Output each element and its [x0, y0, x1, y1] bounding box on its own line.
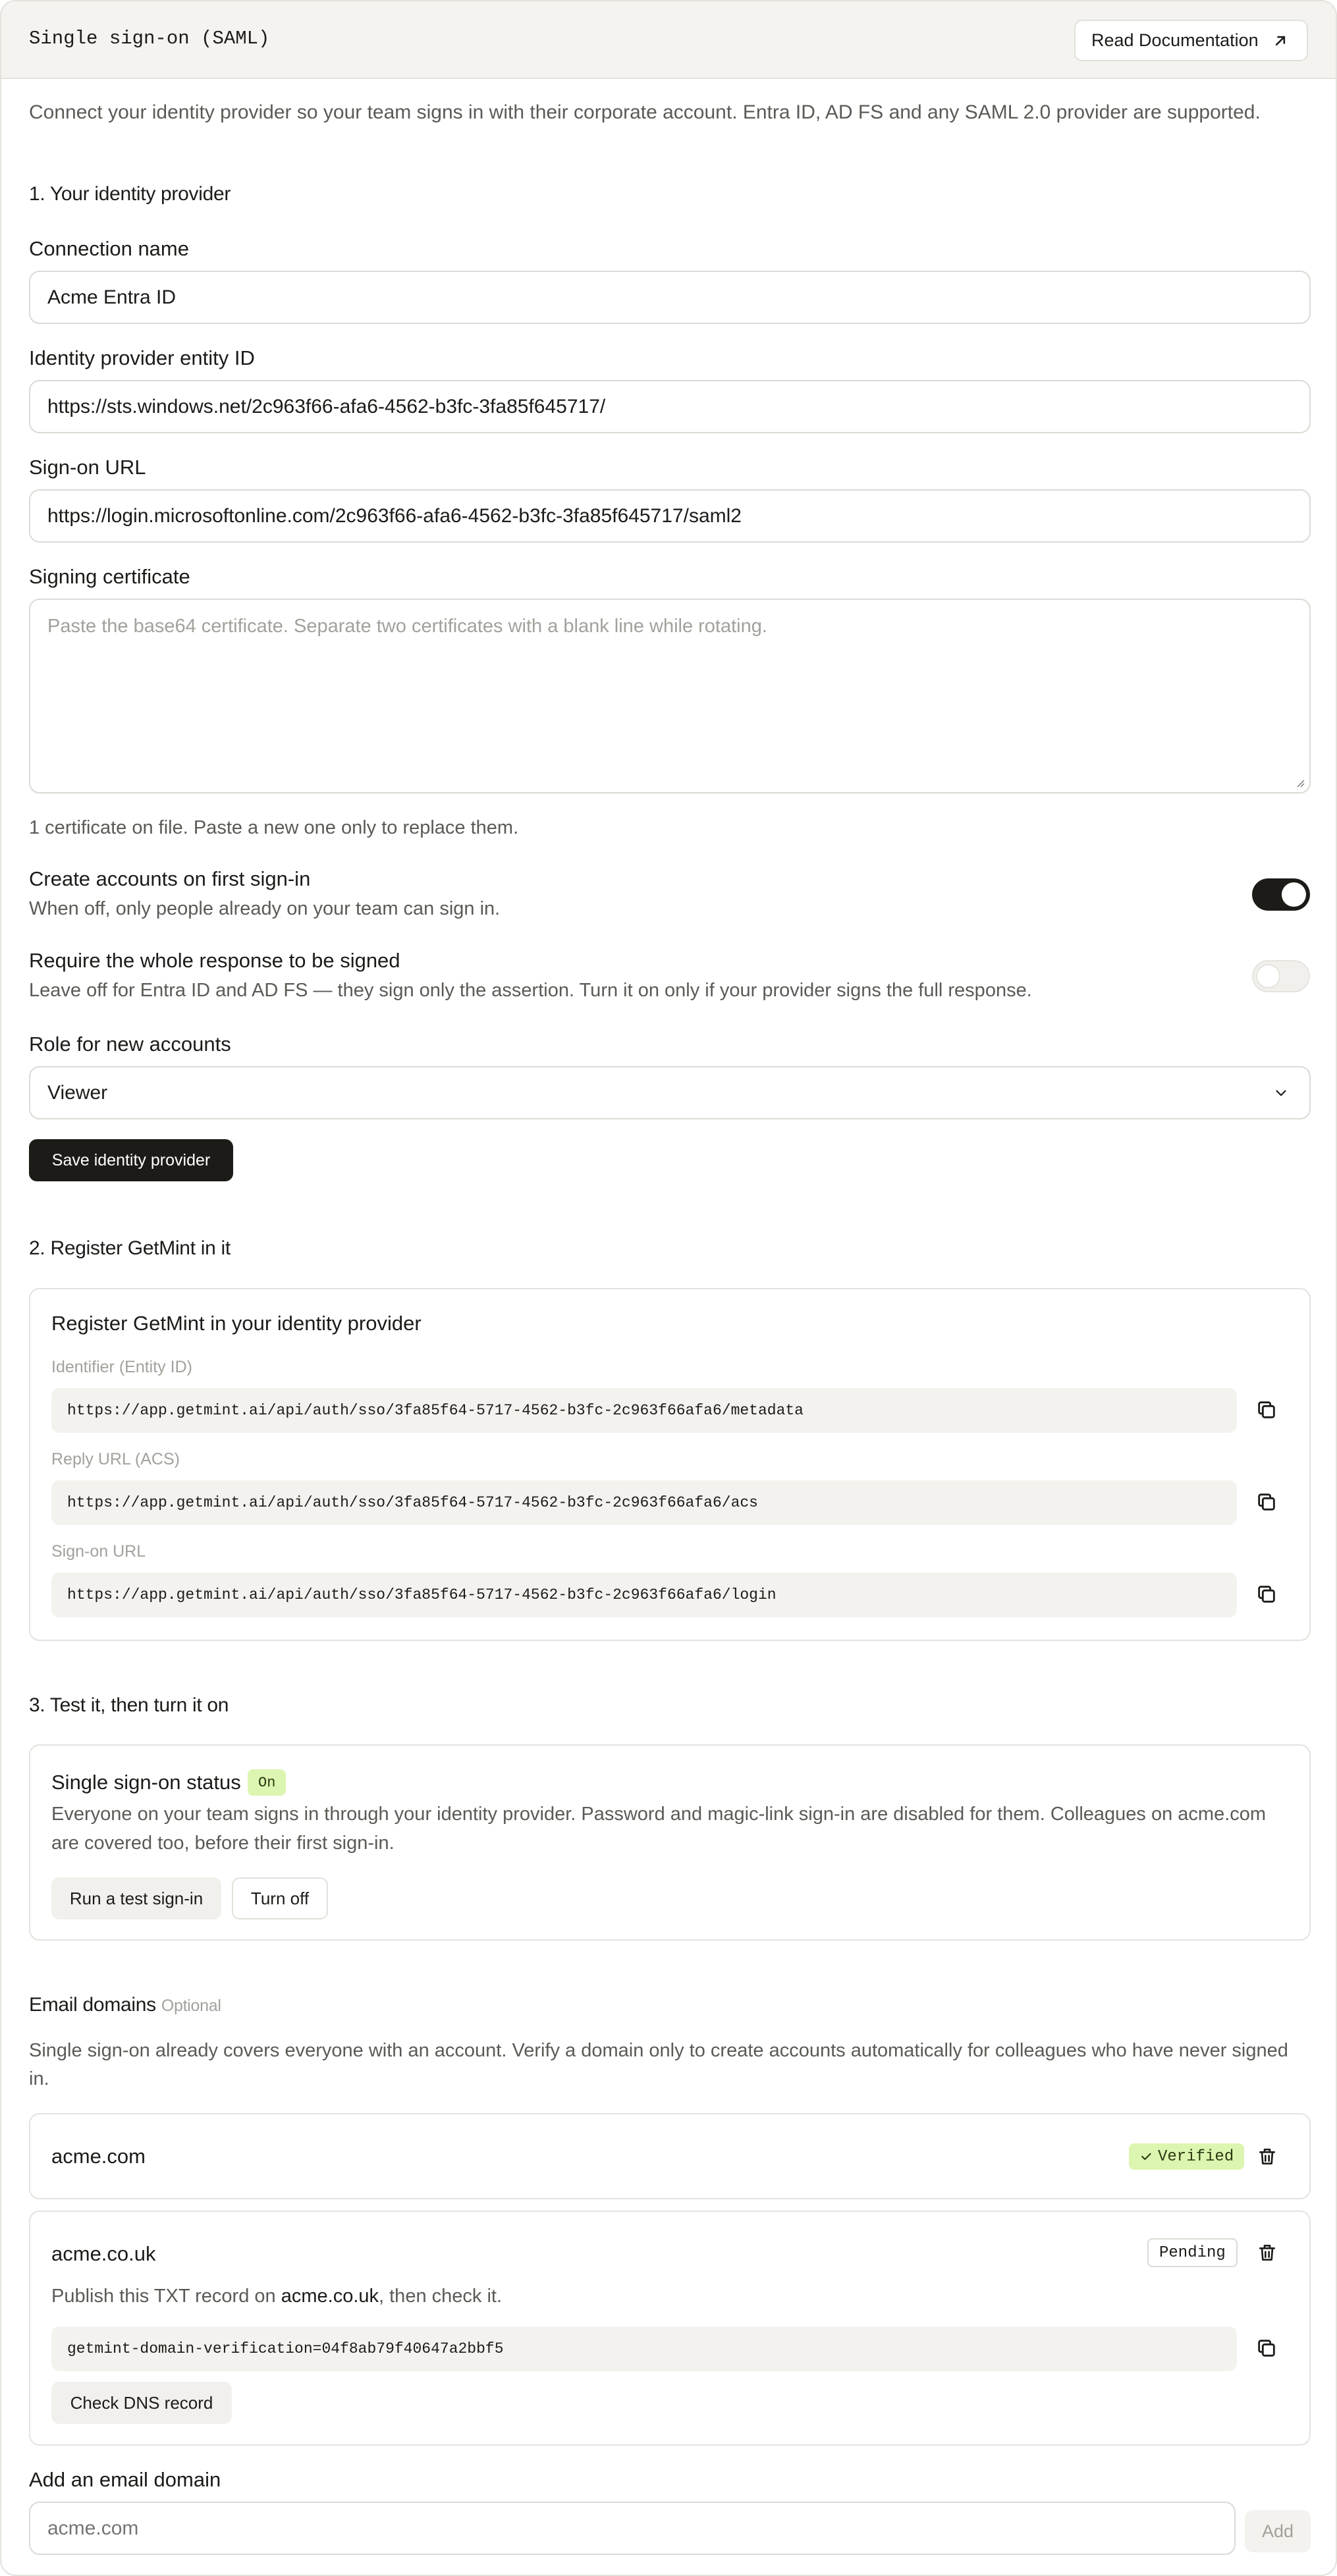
require-signed-description: Leave off for Entra ID and AD FS — they sign only the assertion. Turn it on only if your provider signs the full response. [29, 980, 1032, 1001]
section-1-heading: 1. Your identity provider [29, 183, 231, 205]
copy-icon[interactable] [1255, 1399, 1278, 1421]
section-2-heading: 2. Register GetMint in it [29, 1237, 231, 1259]
require-signed-toggle[interactable] [1252, 960, 1310, 992]
reply-url-label: Reply URL (ACS) [51, 1450, 180, 1468]
verified-badge [1129, 2143, 1244, 2170]
domains-description-line-2: in. [29, 2068, 49, 2089]
email-domains-title: Email domains [29, 1994, 156, 2016]
trash-icon[interactable] [1257, 2242, 1278, 2263]
signing-certificate-textarea[interactable] [29, 599, 1311, 793]
txt-instruction-prefix: Publish this TXT record on [51, 2286, 281, 2307]
connection-name-label: Connection name [29, 237, 189, 260]
pending-badge: Pending [1147, 2238, 1238, 2267]
txt-instruction [51, 2286, 502, 2307]
check-dns-record-button[interactable]: Check DNS record [51, 2382, 232, 2424]
sp-sign-on-url-value: https://app.getmint.ai/api/auth/sso/3fa85f64-5717-4562-b3fc-2c963f66afa6/login [51, 1572, 1237, 1617]
read-documentation-button[interactable] [1074, 20, 1308, 61]
entity-id-input[interactable]: https://sts.windows.net/2c963f66-afa6-4562-b3fc-3fa85f645717/ [29, 380, 1311, 433]
role-selected-value: Viewer [47, 1081, 108, 1104]
chevron-down-icon [1272, 1085, 1290, 1102]
sign-on-url-label: Sign-on URL [29, 456, 146, 479]
sso-status-title: Single sign-on status [51, 1771, 241, 1794]
entity-id-label: Identity provider entity ID [29, 346, 255, 369]
checkmark-icon [1139, 2150, 1153, 2163]
copy-icon[interactable] [1255, 2337, 1278, 2359]
create-accounts-label: Create accounts on first sign-in [29, 867, 311, 890]
sign-on-url-input[interactable]: https://login.microsoftonline.com/2c963f66-afa6-4562-b3fc-3fa85f645717/saml2 [29, 489, 1311, 543]
register-card-title: Register GetMint in your identity provider [51, 1312, 422, 1335]
require-signed-label: Require the whole response to be signed [29, 949, 400, 972]
copy-icon[interactable] [1255, 1583, 1278, 1605]
optional-tag: Optional [161, 1997, 221, 2015]
identifier-value: https://app.getmint.ai/api/auth/sso/3fa85f64-5717-4562-b3fc-2c963f66afa6/metadata [51, 1388, 1237, 1433]
add-domain-input[interactable] [29, 2502, 1236, 2555]
read-documentation-label: Read Documentation [1091, 30, 1259, 50]
txt-record-value: getmint-domain-verification=04f8ab79f40647a2bbf5 [51, 2326, 1237, 2371]
signing-certificate-placeholder: Paste the base64 certificate. Separate two certificates with a blank line while rotating. [47, 616, 767, 637]
domain-name: acme.com [51, 2145, 146, 2168]
create-accounts-toggle[interactable] [1252, 878, 1310, 911]
domain-name: acme.co.uk [51, 2242, 156, 2265]
resize-grip-icon[interactable] [1294, 776, 1305, 788]
toggle-knob [1256, 964, 1280, 988]
certificate-hint: 1 certificate on file. Paste a new one only to replace them. [29, 817, 519, 838]
sso-status-text-line-2: are covered too, before their first sign-in. [51, 1833, 395, 1854]
save-identity-provider-button[interactable]: Save identity provider [29, 1139, 233, 1181]
reply-url-value: https://app.getmint.ai/api/auth/sso/3fa85f64-5717-4562-b3fc-2c963f66afa6/acs [51, 1480, 1237, 1525]
panel-title: Single sign-on (SAML) [29, 28, 270, 49]
sso-status-text-line-1: Everyone on your team signs in through your identity provider. Password and magic-link sign-in are disabled for them. Colleagues on acme.com [51, 1804, 1267, 1825]
verified-label: Verified [1158, 2147, 1234, 2166]
domain-item [29, 2211, 1311, 2446]
add-domain-button[interactable]: Add [1245, 2510, 1311, 2552]
external-link-arrow-icon [1271, 32, 1290, 50]
run-test-sign-in-button[interactable]: Run a test sign-in [51, 1877, 221, 1919]
role-label: Role for new accounts [29, 1033, 231, 1056]
copy-icon[interactable] [1255, 1491, 1278, 1513]
add-domain-label: Add an email domain [29, 2468, 221, 2491]
toggle-knob [1282, 882, 1306, 907]
turn-off-button[interactable]: Turn off [232, 1877, 328, 1919]
role-select[interactable] [29, 1066, 1311, 1119]
txt-instruction-suffix: , then check it. [379, 2286, 503, 2307]
sp-sign-on-url-label: Sign-on URL [51, 1542, 146, 1561]
status-badge: On [248, 1769, 286, 1796]
sso-status-card [29, 1744, 1311, 1941]
create-accounts-description: When off, only people already on your team can sign in. [29, 898, 501, 919]
panel-header [1, 1, 1336, 79]
trash-icon[interactable] [1257, 2146, 1278, 2167]
identifier-label: Identifier (Entity ID) [51, 1358, 192, 1376]
section-3-heading: 3. Test it, then turn it on [29, 1694, 229, 1716]
signing-certificate-label: Signing certificate [29, 565, 190, 588]
register-card [29, 1288, 1311, 1641]
email-domains-heading [29, 1994, 221, 2016]
connection-name-input[interactable]: Acme Entra ID [29, 271, 1311, 324]
txt-instruction-domain: acme.co.uk [281, 2286, 379, 2307]
domain-item [29, 2113, 1311, 2199]
domains-description-line-1: Single sign-on already covers everyone with an account. Verify a domain only to create accounts automatically for colleagues who have never signed [29, 2040, 1288, 2061]
intro-text: Connect your identity provider so your team signs in with their corporate account. Entra ID, AD FS and any SAML 2.0 provider are supported. [29, 101, 1261, 123]
